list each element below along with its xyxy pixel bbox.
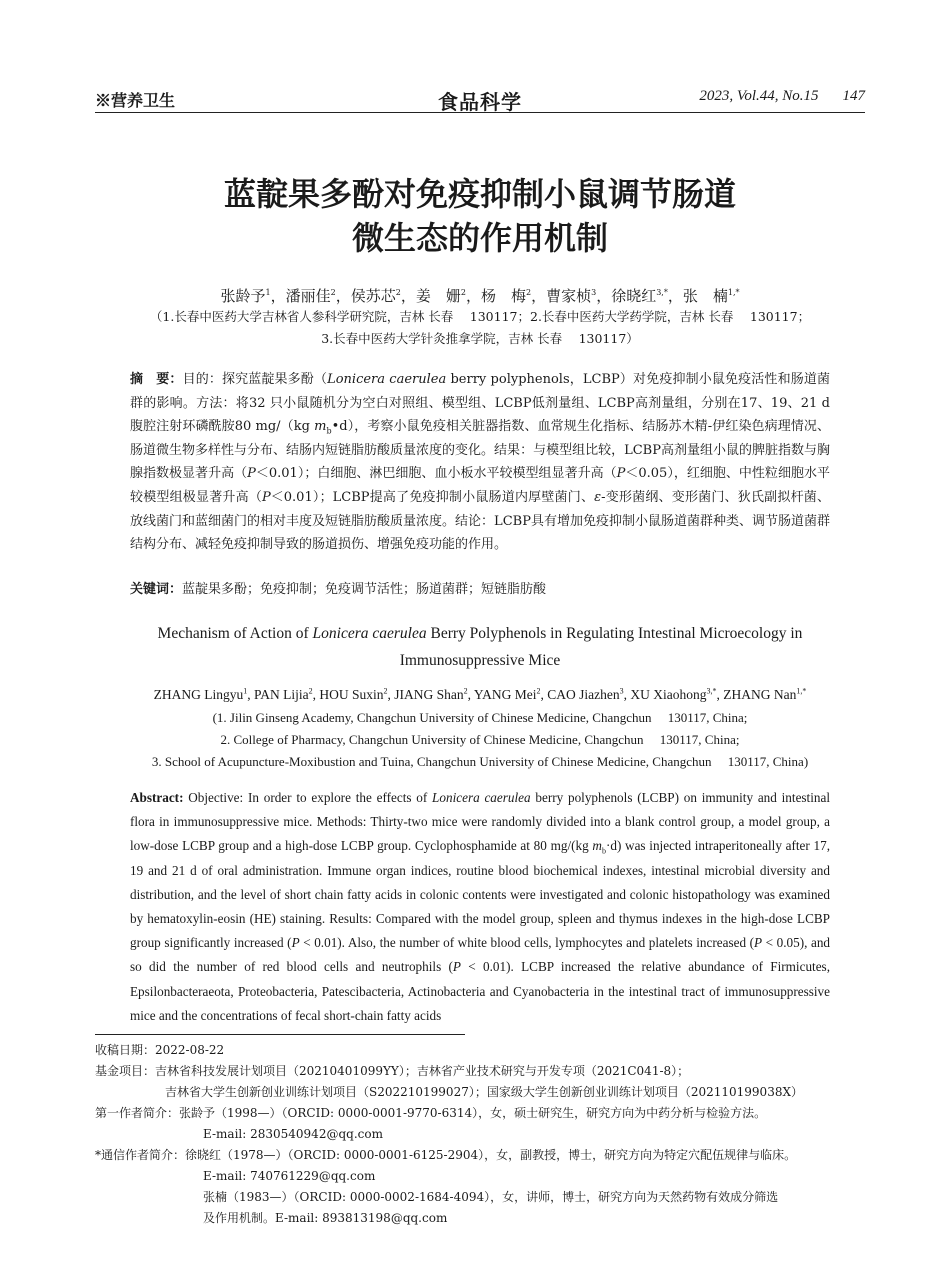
author-sup: 1,* [796,686,807,696]
abs-cn-text: ＜0.01）；LCBP提高了免疫抑制小鼠肠道内厚壁菌门、 [270,489,595,505]
aff-en-line2: 2. College of Pharmacy, Changchun University of Chinese Medicine, Changchun 130117, China; [220,732,740,747]
author-sep: , [387,687,395,702]
header-rule [95,112,865,113]
abs-en-text: Objective: In order to explore the effects of [183,790,433,805]
author-sep: ， [596,287,612,305]
aff-en-line1: (1. Jilin Ginseng Academy, Changchun University of Chinese Medicine, Changchun 130117, China; [212,710,748,725]
author-sup: 3 [591,288,597,297]
author-name: 张 楠 [682,287,728,305]
author-name: 潘丽佳 [285,287,331,305]
author-sep: , [716,687,724,702]
title-en-line2: Immunosuppressive Mice [399,652,561,669]
author-name: 张龄予 [220,287,266,305]
abstract-en-label: Abstract: [130,790,184,805]
affiliations-english [95,707,865,773]
title-cn-line1: 蓝靛果多酚对免疫抑制小鼠调节肠道 [223,175,736,213]
abs-cn-p: P [247,466,256,482]
abs-cn-p: P [262,489,271,505]
abs-cn-eps: ε [594,489,602,505]
authors-chinese [95,285,865,306]
abs-cn-text: •d），考察小鼠免疫相关脏器指数、血常规生化指标、结肠苏木精-伊红染色病理情况、肠道微生物多样性与分布、结肠内短链脂肪酸质量浓度的变化。结果：与模型组比较，LCBP高剂量组小鼠的脾脏指数与胸腺指数极显著升高（ [130,419,830,482]
author-sup: 2 [395,288,401,297]
author-sep: , [623,687,631,702]
abs-cn-text: ＜0.01）；白细胞、淋巴细胞、血小板水平较模型组显著升高（ [255,466,617,482]
title-en-text: Berry Polyphenols in Regulating Intestinal Microecology in [426,625,803,642]
author-sup: 1,* [727,288,740,297]
title-cn-line2: 微生态的作用机制 [351,219,608,257]
keywords-cn-label: 关键词： [130,582,183,597]
author-sup: 3,* [656,288,668,297]
title-en-line1 [95,620,865,647]
abs-cn-text: 目的：探究蓝靛果多酚（ [182,372,328,387]
aff-cn-line1: （1.长春中医药大学吉林省人参科学研究院，吉林 长春 130117；2.长春中医药大学药学院，吉林 长春 130117； [149,309,811,324]
footnote-received: 收稿日期：2022-08-22 [95,1043,225,1057]
footnote-corr2-cont: 及作用机制。E-mail: 893813198@qq.com [203,1211,448,1225]
author-name: 杨 梅 [480,287,526,305]
author-sup: 2 [383,686,388,696]
author-name: YANG Mei [473,687,537,702]
footnote-first-email: E-mail: 2830540942@qq.com [203,1127,383,1141]
section-label: ※营养卫生 [95,91,176,110]
author-sep: ， [667,287,683,305]
footnote-corr1-email: E-mail: 740761229@qq.com [203,1169,376,1183]
abs-en-latin: Lonicera caerulea [432,790,531,805]
abs-cn-latin: Lonicera caerulea [327,372,447,387]
abstract-chinese [130,368,830,557]
author-sup: 2 [463,686,468,696]
aff-cn-line2: 3.长春中医药大学针灸推拿学院，吉林 长春 130117） [321,331,639,346]
author-sup: 2 [536,686,541,696]
author-sup: 2 [330,288,336,297]
author-sup: 2 [308,686,313,696]
footnote-fund: 基金项目：吉林省科技发展计划项目（20210401099YY）；吉林省产业技术研究与开发专项（2021C041-8）； [95,1064,690,1078]
author-name: CAO Jiazhen [547,687,620,702]
issue-info [699,88,865,105]
author-sup: 2 [460,288,466,297]
footnote-corresponding: *通信作者简介：徐晓红（1978—）（ORCID: 0000-0001-6125-2904），女，副教授，博士，研究方向为特定穴配伍规律与临床。 [95,1148,797,1162]
author-name: 曹家桢 [546,287,592,305]
abs-en-text: < 0.05), and so did the number of red blood cells and neutrophils ( [130,935,831,975]
abs-cn-p: P [616,466,626,482]
abs-cn-text: berry polyphenols，LCBP）对免疫抑制小鼠免疫活性和肠道菌群的影响。方法：将32 只小鼠随机分为空白对照组、模型组、LCBP低剂量组、LCBP高剂量组，分别在17、19、21 d腹腔注射环磷酰胺80 mg/（kg [130,372,830,435]
author-name: HOU Suxin [319,687,384,702]
abs-en-text: ·d) was injected intraperitoneally after 17, 19 and 21 d of oral administration. Immune organ indices, routine blood biochemical indexes, intestinal microbial diversity and distribution, and the level of short chain fatty acids in colonic contents were investigated and colonic histopathology was examined by hematoxylin-eosin (HE) staining. Results: Compared with the model group, spleen and thymus indexes in the high-dose LCBP group significantly increased ( [130,838,830,951]
abs-en-p: P [754,935,763,951]
author-sep: , [467,687,474,702]
abs-en-p: P [452,959,461,975]
title-chinese [95,172,865,260]
journal-name: 食品科学 [438,90,522,114]
abs-en-text: berry polyphenols (LCBP) on immunity and intestinal flora in immunosuppressive mice. Methods: Thirty-two mice were randomly divided into a blank control group, a model group, a low-dose LCBP group and a high-dose LCBP group. Cyclophosphamide at 80 mg/(kg [130,790,830,854]
authors-english [95,687,865,703]
abs-cn-text: ＜0.05），红细胞、中性粒细胞水平较模型组极显著升高（ [130,466,830,505]
author-sep: ， [465,287,481,305]
author-name: JIANG Shan [394,687,464,702]
title-en-text: Mechanism of Action of [157,625,313,642]
author-sup: 1 [243,686,248,696]
title-en-latin: Lonicera caerulea [312,625,427,642]
abs-en-text: < 0.01). Also, the number of white blood cells, lymphocytes and platelets increased ( [299,935,754,951]
affiliations-chinese [110,306,850,350]
author-name: ZHANG Nan [723,687,797,702]
title-english [95,620,865,674]
keywords-chinese [130,578,830,597]
abstract-english [130,786,830,1028]
author-sep: , [247,687,254,702]
keywords-cn-text: 蓝靛果多酚；免疫抑制；免疫调节活性；肠道菌群；短链脂肪酸 [182,582,547,597]
running-header [95,86,865,112]
author-sep: ， [531,287,547,305]
aff-en-line3: 3. School of Acupuncture-Moxibustion and Tuina, Changchun University of Chinese Medicine, Changchun 130117, China) [151,754,809,769]
author-sup: 1 [265,288,271,297]
author-name: XU Xiaohong [630,687,707,702]
author-name: PAN Lijia [253,687,309,702]
abs-cn-text: -变形菌纲、变形菌门、狄氏副拟杆菌、放线菌门和蓝细菌门的相对丰度及短链脂肪酸质量浓度。结论：LCBP具有增加免疫抑制小鼠肠道菌群种类、调节肠道菌群结构分布、减轻免疫抑制导致的肠道损伤、增强免疫功能的作用。 [130,489,830,553]
abs-cn-m: m [314,419,327,435]
author-name: 姜 姗 [415,287,461,305]
author-sep: ， [270,287,286,305]
abs-en-text: < 0.01). LCBP increased the relative abundance of Firmicutes, Epsilonbacteraeota, Proteobacteria, Patescibacteria, Actinobacteria and Cyanobacteria in the intestinal tract of immunosuppressive mice and the concentrations of fecal short-chain fatty acids [130,959,830,1023]
author-sup: 3 [619,686,624,696]
author-name: 侯苏芯 [350,287,396,305]
abs-en-m: m [592,838,602,854]
author-sep: ， [335,287,351,305]
author-name: 徐晓红 [611,287,657,305]
footnote-corr2: 张楠（1983—）（ORCID: 0000-0002-1684-4094），女，讲师，博士，研究方向为天然药物有效成分筛选 [203,1190,779,1204]
footnote-first-author: 第一作者简介：张龄予（1998—）（ORCID: 0000-0001-9770-6314），女，硕士研究生，研究方向为中药分析与检验方法。 [95,1106,767,1120]
issue-volume: 2023, Vol.44, No.15 [699,88,819,104]
author-sup: 2 [525,288,532,297]
footnotes [95,1040,875,1229]
page-number: 147 [842,88,865,104]
abstract-cn-label: 摘 要： [130,372,183,387]
author-sep: , [312,687,320,702]
author-sup: 3,* [706,686,717,696]
abs-en-b: b [601,847,606,857]
abs-en-p: P [291,935,300,951]
author-name: ZHANG Lingyu [153,687,244,702]
footnote-fund-cont: 吉林省大学生创新创业训练计划项目（S202210199027）；国家级大学生创新创业训练计划项目（202110199038X） [165,1085,804,1099]
author-sep: , [540,687,548,702]
author-sep: ， [400,287,416,305]
footnote-rule [95,1034,465,1035]
abs-cn-b: b [326,426,332,436]
